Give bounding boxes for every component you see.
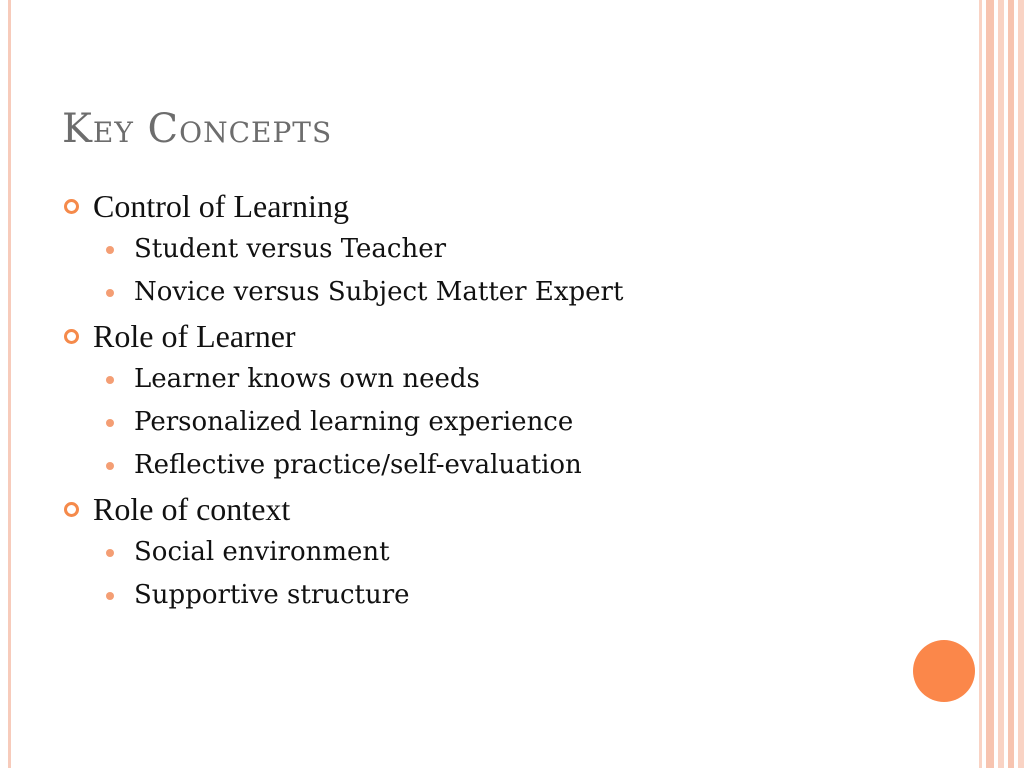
slide-title: Key Concepts — [62, 106, 333, 152]
list-item-level2 — [60, 444, 940, 487]
dot-bullet-icon — [106, 549, 114, 557]
list-item-level2 — [60, 271, 940, 314]
stripe — [1008, 0, 1014, 768]
list-item-level2 — [60, 531, 940, 574]
list-item-label: Role of Learner — [93, 318, 296, 354]
list-item-level2 — [60, 228, 940, 271]
list-item-level1 — [60, 314, 940, 358]
list-item-label: Supportive structure — [134, 580, 410, 610]
stripe — [979, 0, 982, 768]
dot-bullet-icon — [106, 376, 114, 384]
list-item-label: Personalized learning experience — [134, 407, 574, 437]
bullet-list — [60, 184, 940, 617]
stripe — [986, 0, 994, 768]
dot-bullet-icon — [106, 592, 114, 600]
ring-bullet-icon — [64, 502, 79, 517]
list-item-level2 — [60, 574, 940, 617]
list-item-label: Reflective practice/self-evaluation — [134, 450, 582, 480]
ring-bullet-icon — [64, 329, 79, 344]
left-border-stripe — [8, 0, 11, 768]
decorative-circle — [913, 640, 975, 702]
list-item-label: Role of context — [93, 491, 291, 527]
dot-bullet-icon — [106, 419, 114, 427]
list-item-label: Student versus Teacher — [134, 234, 447, 264]
right-decorative-stripes — [978, 0, 1024, 768]
list-item-label: Social environment — [134, 537, 390, 567]
list-item-level2 — [60, 358, 940, 401]
dot-bullet-icon — [106, 289, 114, 297]
list-item-level1 — [60, 487, 940, 531]
ring-bullet-icon — [64, 199, 79, 214]
dot-bullet-icon — [106, 246, 114, 254]
stripe — [1018, 0, 1024, 768]
stripe — [998, 0, 1004, 768]
list-item-level1 — [60, 184, 940, 228]
list-item-level2 — [60, 401, 940, 444]
list-item-label: Learner knows own needs — [134, 364, 480, 394]
list-item-label: Novice versus Subject Matter Expert — [134, 277, 624, 307]
list-item-label: Control of Learning — [93, 188, 349, 224]
dot-bullet-icon — [106, 462, 114, 470]
